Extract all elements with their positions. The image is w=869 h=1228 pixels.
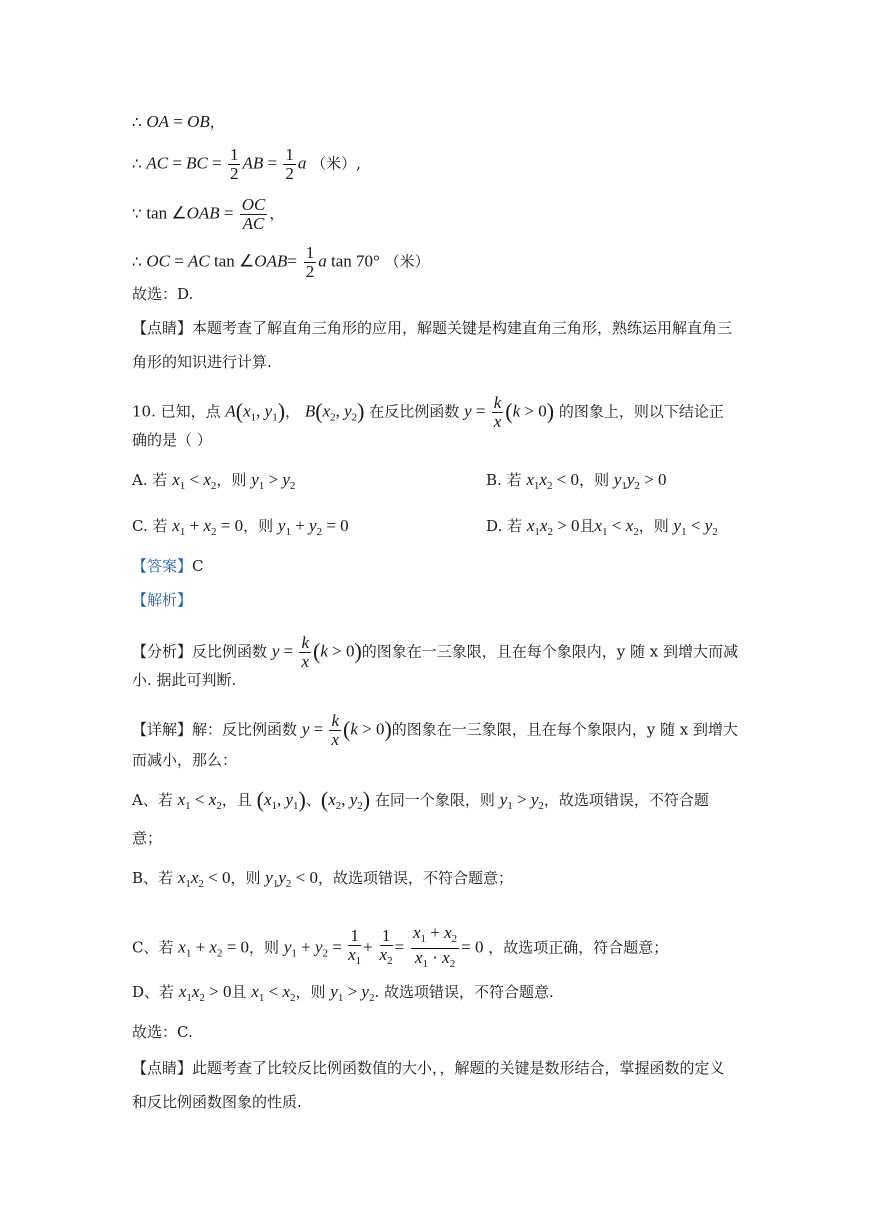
text: ，且 xyxy=(221,791,252,809)
text: 解：反比例函数 xyxy=(192,720,298,739)
text: D、若 xyxy=(132,983,175,1001)
option-c: C. 若 $x_1 + x_2 = 0$，则 $y_1 + y_2 = 0$ xyxy=(132,516,349,538)
detail-line: 【详解】解：反比例函数 y = $\frac{k}{x}$ (k > 0)的图象在一三象限，且在每个象限内，y 随 x 到增大 xyxy=(132,711,739,749)
tag-answer: 【答案】 xyxy=(132,557,193,575)
step-oa-eq-ob: ∴ OA = OB， xyxy=(132,112,225,131)
comment-2-cont: 和反比例函数图象的性质. xyxy=(132,1093,302,1111)
option-b: B. 若 $x_1x_2 < 0$，则 $y_1y_2 > 0$ xyxy=(486,470,667,492)
option-label: C. xyxy=(132,517,148,535)
because-symbol: ∵ xyxy=(132,204,142,223)
fraction: $\frac{OC}{AC}$ xyxy=(241,195,266,233)
question-10-cont: 确的是（ ） xyxy=(132,431,212,449)
comment-text: 本题考查了解直角三角形的应用，解题关键是构建直角三角形，熟练运用解直角三 xyxy=(192,319,733,337)
question-number: 10. 已知，点 xyxy=(132,402,221,421)
text: . 故选项错误，不符合题意. xyxy=(374,983,554,1001)
unit-label: （米） xyxy=(384,252,430,271)
tag-analysis: 【解析】 xyxy=(132,591,193,609)
tag-dianjing: 【点睛】 xyxy=(132,319,193,337)
question-text: 的图象上，则以下结论正 xyxy=(558,402,724,421)
answer-choice-d: 故选：D. xyxy=(132,285,194,303)
word: 则 xyxy=(653,517,669,535)
fraction: $\frac{x_1 + x_2}{x_1 \cdot x_2}$ xyxy=(412,923,458,970)
word: 则 xyxy=(231,471,247,489)
text: ，故选项错误，不符合题意； xyxy=(317,869,513,887)
fraction: $\frac{k}{x}$ xyxy=(493,393,502,431)
math: OA xyxy=(146,112,169,131)
detail-d: D、若 $x_1x_2 > 0$且 $x_1 < x_2$，则 $y_1 > y_2$. 故选项错误，不符合题意. xyxy=(132,982,554,1004)
comment-text: 此题考查了比较反比例函数值的大小，，解题的关键是数形结合，掌握函数的定义 xyxy=(192,1059,725,1077)
question-10: 10. 已知，点 $A(x_1$, $y_1$)， $B(x_2$, $y_2$) 在反比例函数 y = $\frac{k}{x}$ (k > 0) 的图象上，则以下结论正 xyxy=(132,393,724,431)
step-tan: ∵ tan ∠OAB = $\frac{OC}{AC}$ ， xyxy=(132,195,285,233)
fraction: $\frac{1}{x_2}$ xyxy=(379,926,393,967)
word: 则 xyxy=(258,517,274,535)
step-oc: ∴ OC = AC tan ∠OAB= $\frac{1}{2}$ a tan 70° （米） xyxy=(132,243,430,281)
text: A、若 xyxy=(132,791,173,809)
text: 的图象在一三象限，且在每个象限内，y 随 x 到增大 xyxy=(391,720,739,739)
word: 若 xyxy=(507,517,523,535)
text: B、若 xyxy=(132,869,174,887)
therefore-symbol: ∴ xyxy=(132,154,142,173)
word: 则 xyxy=(594,471,610,489)
fraction: $\frac{1}{2}$ xyxy=(305,243,315,281)
word: 且 xyxy=(579,517,595,535)
therefore-symbol: ∴ xyxy=(132,252,142,271)
question-text: 在反比例函数 xyxy=(369,402,460,421)
option-label: A. xyxy=(132,471,148,489)
option-label: D. xyxy=(486,517,503,535)
answer-value: C xyxy=(192,557,204,575)
detail-b: B、若 $x_1x_2 < 0$，则 $y_1y_2 < 0$，故选项错误，不符合题意； xyxy=(132,868,513,890)
detail-c: C、若 $x_1 + x_2 = 0$，则 $y_1 + y_2$ = $\frac{1}{x_1}$ + $\frac{1}{x_2}$ = $\frac{x_1 + x_2}{x_1 \cdot x_2}$ = 0 ，故选项正确，符合题意； xyxy=(132,924,668,973)
text: ，则 xyxy=(230,869,261,887)
text: ，则 xyxy=(295,983,326,1001)
unit-label: （米） xyxy=(311,154,357,173)
fraction: $\frac{k}{x}$ xyxy=(301,633,309,671)
fraction: $\frac{1}{2}$ xyxy=(229,145,239,183)
fraction: $\frac{k}{x}$ xyxy=(331,711,339,749)
tag-fenxi: 【分析】 xyxy=(132,642,193,661)
detail-a-cont: 意； xyxy=(132,829,163,847)
option-d: D. 若 $x_1x_2 > 0$且$x_1 < x_2$，则 $y_1 < y_2$ xyxy=(486,516,718,538)
answer-line xyxy=(132,556,204,576)
tag-dianjing: 【点睛】 xyxy=(132,1059,193,1077)
comment-2 xyxy=(132,1058,725,1078)
text: 在同一个象限，则 xyxy=(374,791,495,809)
comment-1-cont: 角形的知识进行计算. xyxy=(132,353,272,371)
analysis-cont: 小. 据此可判断. xyxy=(132,671,237,689)
step-ac-bc: ∴ AC = BC = $\frac{1}{2}$ AB = $\frac{1}{2}$ a （米）, xyxy=(132,145,361,183)
tag-xiangjie: 【详解】 xyxy=(132,720,193,739)
option-label: B. xyxy=(486,471,502,489)
word: 若 xyxy=(152,471,168,489)
therefore-symbol: ∴ xyxy=(132,113,142,131)
text: ，故选项正确，符合题意； xyxy=(488,938,669,957)
fraction: $\frac{1}{2}$ xyxy=(285,145,294,183)
comment-1 xyxy=(132,318,732,338)
analysis-line: 【分析】反比例函数 y = $\frac{k}{x}$ (k > 0)的图象在一三象限，且在每个象限内，y 随 x 到增大而减 xyxy=(132,633,739,671)
text: 且 xyxy=(231,983,247,1001)
text: C、若 xyxy=(132,938,174,957)
detail-a: A、若 $x_1 < x_2$，且 ($x_1$, $y_1$)、($x_2$, $y_2$) 在同一个象限，则 $y_1 > y_2$，故选项错误，不符合题 xyxy=(132,787,709,812)
option-a: A. 若 $x_1 < x_2$，则 $y_1 > y_2$ xyxy=(132,470,296,492)
answer-choice-c: 故选：C. xyxy=(132,1023,193,1041)
text: ，则 xyxy=(249,938,280,957)
word: 若 xyxy=(506,471,522,489)
text: ，故选项错误，不符合题 xyxy=(543,791,709,809)
text: 反比例函数 xyxy=(192,642,268,661)
fraction: $\frac{1}{x_1}$ xyxy=(348,926,362,967)
word: 若 xyxy=(152,517,168,535)
detail-cont: 而减小，那么： xyxy=(132,751,238,769)
text: 的图象在一三象限，且在每个象限内，y 随 x 到增大而减 xyxy=(361,642,739,661)
